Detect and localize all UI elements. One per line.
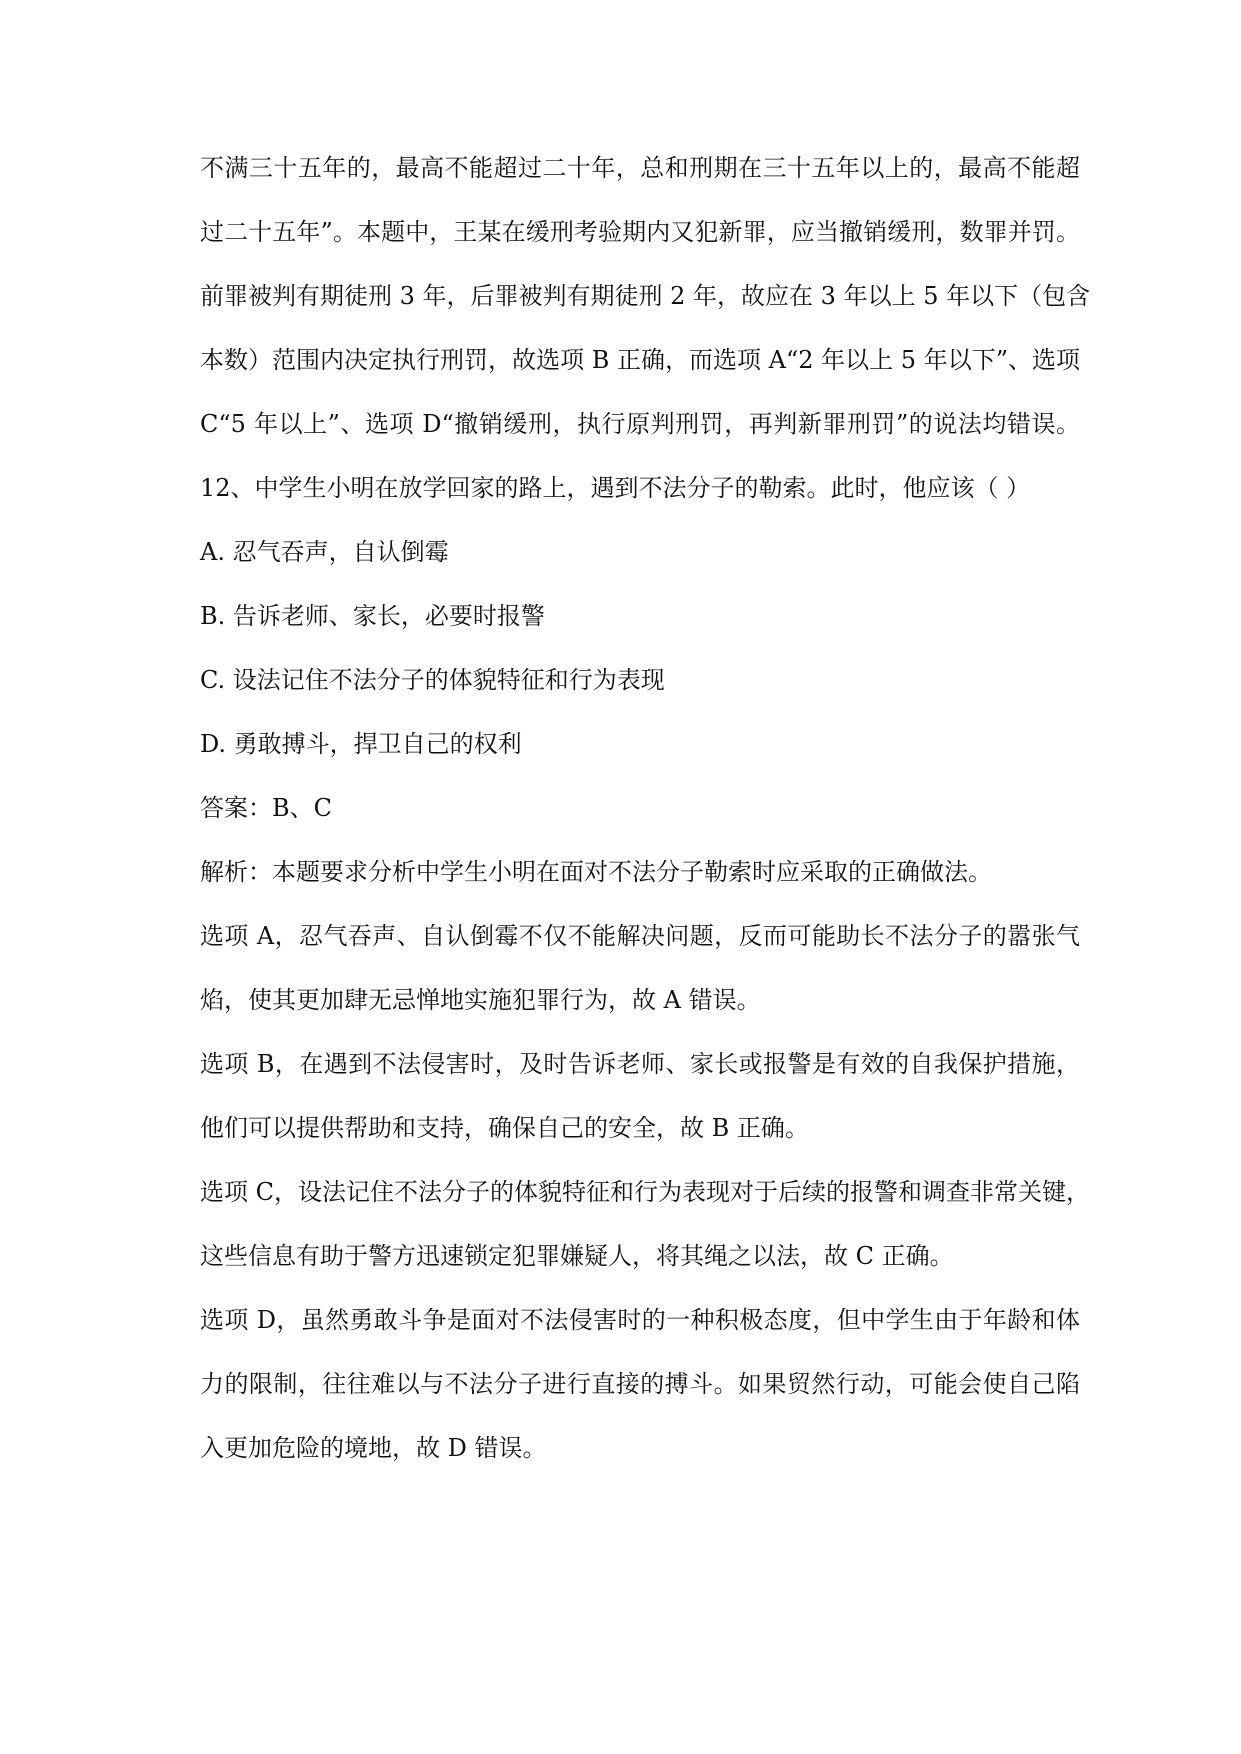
analysis-line: 力的限制，往往难以与不法分子进行直接的搏斗。如果贸然行动，可能会使自己陷 — [200, 1370, 1080, 1398]
analysis-line: 选项 B，在遇到不法侵害时，及时告诉老师、家长或报警是有效的自我保护措施， — [200, 1050, 1080, 1078]
analysis-line: 入更加危险的境地，故 D 错误。 — [200, 1434, 547, 1462]
analysis-line: 选项 A，忍气吞声、自认倒霉不仅不能解决问题，反而可能助长不法分子的嚣张气 — [200, 922, 1080, 950]
option-c: C. 设法记住不法分子的体貌特征和行为表现 — [200, 666, 665, 694]
analysis-line: 他们可以提供帮助和支持，确保自己的安全，故 B 正确。 — [200, 1114, 809, 1142]
answer: 答案：B、C — [200, 794, 332, 822]
analysis-line: 这些信息有助于警方迅速锁定犯罪嫌疑人，将其绳之以法，故 C 正确。 — [200, 1242, 954, 1270]
explanation-line: 过二十五年”。本题中，王某在缓刑考验期内又犯新罪，应当撤销缓刑，数罪并罚。 — [200, 218, 1080, 246]
option-d: D. 勇敢搏斗，捍卫自己的权利 — [200, 730, 522, 758]
explanation-line: 不满三十五年的，最高不能超过二十年，总和刑期在三十五年以上的，最高不能超 — [200, 154, 1080, 182]
analysis-line: 解析：本题要求分析中学生小明在面对不法分子勒索时应采取的正确做法。 — [200, 858, 992, 886]
option-b: B. 告诉老师、家长，必要时报警 — [200, 602, 545, 630]
analysis-line: 选项 C，设法记住不法分子的体貌特征和行为表现对于后续的报警和调查非常关键， — [200, 1178, 1090, 1206]
explanation-line: C“5 年以上”、选项 D“撤销缓刑，执行原判刑罚，再判新罪刑罚”的说法均错误。 — [200, 410, 1080, 438]
explanation-line: 前罪被判有期徒刑 3 年，后罪被判有期徒刑 2 年，故应在 3 年以上 5 年以下（包含 — [200, 282, 1091, 310]
option-a: A. 忍气吞声，自认倒霉 — [200, 538, 449, 566]
question-stem: 12、中学生小明在放学回家的路上，遇到不法分子的勒索。此时，他应该（ ） — [200, 474, 1031, 502]
explanation-line: 本数）范围内决定执行刑罚，故选项 B 正确，而选项 A“2 年以上 5 年以下”、选项 — [200, 346, 1080, 374]
analysis-line: 选项 D，虽然勇敢斗争是面对不法侵害时的一种积极态度，但中学生由于年龄和体 — [200, 1306, 1080, 1334]
analysis-line: 焰，使其更加肆无忌惮地实施犯罪行为，故 A 错误。 — [200, 986, 761, 1014]
